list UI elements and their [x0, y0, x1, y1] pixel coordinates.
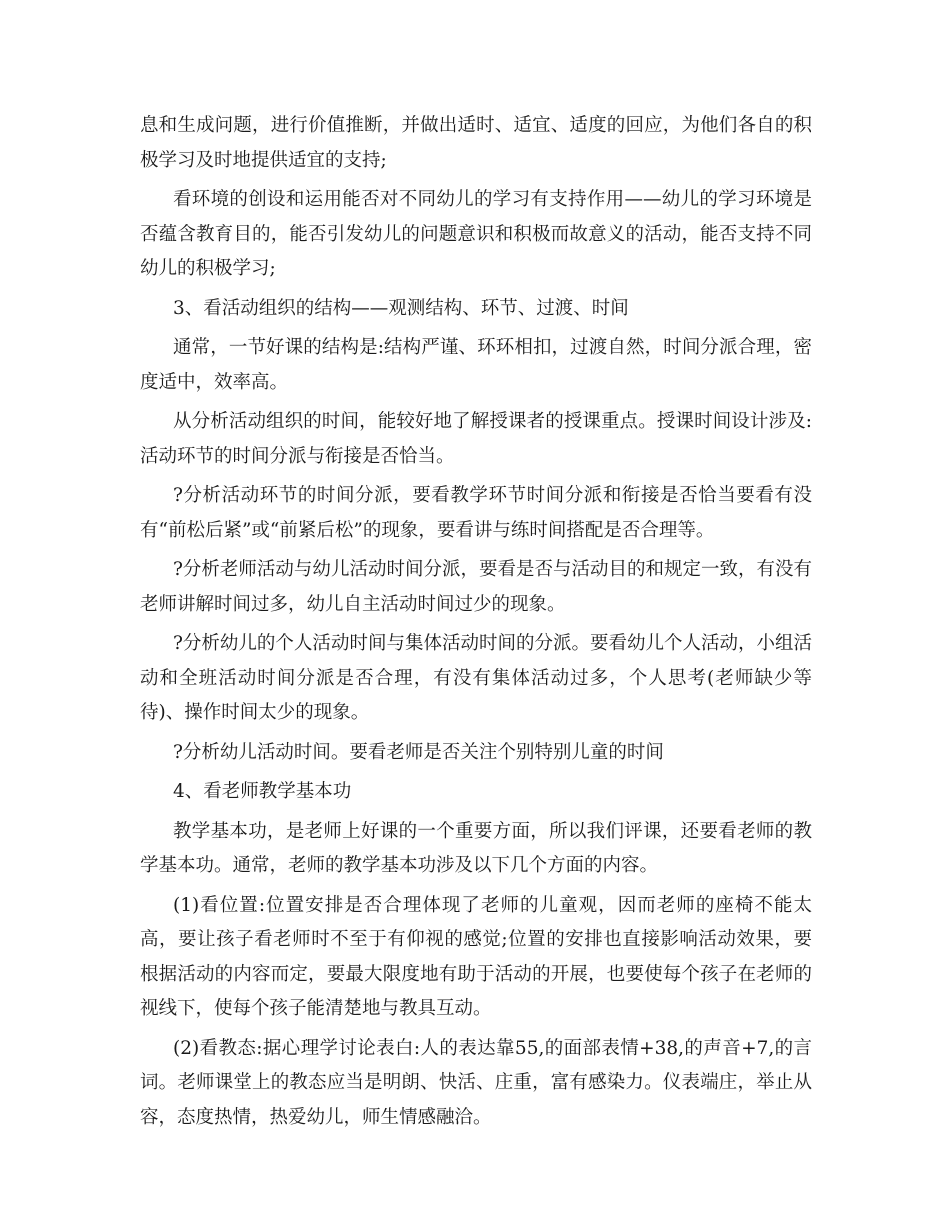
paragraph: (1)看位置:位置安排是否合理体现了老师的儿童观，因而老师的座椅不能太高，要让孩子看老师时不至于有仰视的感觉;位置的安排也直接影响活动效果，要根据活动的内容而定，要最大限度地有助于活动的开展，也要使每个孩子在老师的视线下，使每个孩子能清楚地与教具互动。 [140, 894, 812, 1019]
paragraph: 通常，一节好课的结构是:结构严谨、环环相扣，过渡自然，时间分派合理，密度适中，效率高。 [140, 337, 812, 393]
paragraph: 息和生成问题，进行价值推断，并做出适时、适宜、适度的回应，为他们各自的积极学习及时地提供适宜的支持; [140, 115, 812, 171]
paragraph: 教学基本功，是老师上好课的一个重要方面，所以我们评课，还要看老师的教学基本功。通常，老师的教学基本功涉及以下几个方面的内容。 [140, 820, 812, 876]
paragraph: (2)看教态:据心理学讨论表白:人的表达靠55,的面部表情+38,的声音+7,的言词。老师课堂上的教态应当是明朗、快活、庄重，富有感染力。仪表端庄，举止从容，态度热情，热爱幼儿，师生情感融洽。 [140, 1037, 812, 1128]
paragraph: 从分析活动组织的时间，能较好地了解授课者的授课重点。授课时间设计涉及:活动环节的时间分派与衔接是否恰当。 [140, 411, 812, 467]
section-heading: 4、看老师教学基本功 [173, 781, 352, 802]
document-body [140, 109, 812, 1140]
section-heading: 3、看活动组织的结构——观测结构、环节、过渡、时间 [173, 297, 629, 319]
paragraph: ?分析老师活动与幼儿活动时间分派，要看是否与活动目的和规定一致，有没有老师讲解时间过多，幼儿自主活动时间过少的现象。 [140, 559, 812, 615]
paragraph: ?分析幼儿的个人活动时间与集体活动时间的分派。要看幼儿个人活动，小组活动和全班活动时间分派是否合理，有没有集体活动过多，个人思考(老师缺少等待)、操作时间太少的现象。 [140, 633, 812, 723]
paragraph: 看环境的创设和运用能否对不同幼儿的学习有支持作用——幼儿的学习环境是否蕴含教育目的，能否引发幼儿的问题意识和积极而故意义的活动，能否支持不同幼儿的积极学习; [140, 189, 812, 279]
paragraph: ?分析幼儿活动时间。要看老师是否关注个别特别儿童的时间 [173, 741, 664, 763]
paragraph: ?分析活动环节的时间分派，要看教学环节时间分派和衔接是否恰当要看有没有“前松后紧”或“前紧后松”的现象，要看讲与练时间搭配是否合理等。 [140, 485, 812, 541]
